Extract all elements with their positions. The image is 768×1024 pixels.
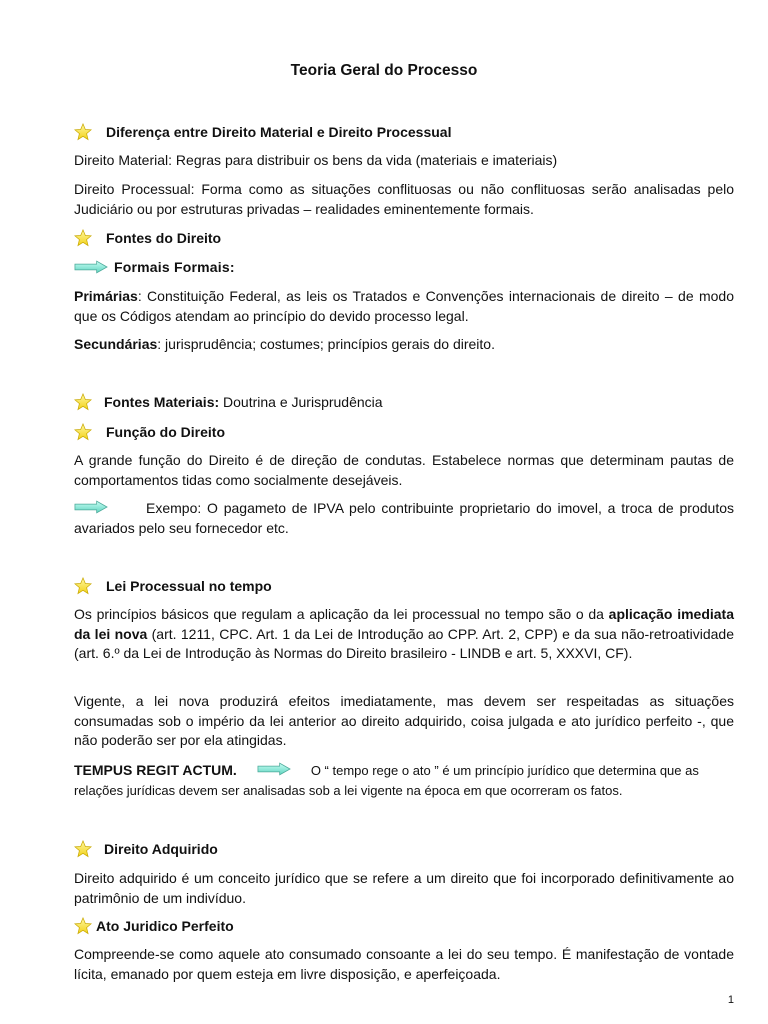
star-icon [74, 229, 92, 247]
section-heading-fontes: Fontes do Direito [74, 229, 221, 247]
arrow-right-icon [74, 500, 108, 514]
paragraph-direito-adquirido: Direito adquirido é um conceito jurídico que se refere a um direito que foi incorporado definitivamente ao patrimônio de um indivíduo. [74, 870, 734, 906]
paragraph-vigente: Vigente, a lei nova produzirá efeitos imediatamente, mas devem ser respeitadas as situações consumadas sob o império da lei anterior ao direito adquirido, coisa julgada e ato jurídico perfeito -, que não poderão ser por ela atingidas. [74, 693, 734, 748]
paragraph-secundarias: Secundárias: jurisprudência; costumes; princípios gerais do direito. [74, 336, 495, 352]
paragraph-ato-juridico: Compreende-se como aquele ato consumado consoante a lei do seu tempo. É manifestação de vontade lícita, emanado por quem esteja em livre disposição, e aperfeiçoada. [74, 946, 734, 982]
paragraph-principios: Os princípios básicos que regulam a aplicação da lei processual no tempo são o da aplicação imediata da lei nova (art. 1211, CPC. Art. 1 da Lei de Introdução ao CPP. Art. 2, CPP) e da sua não-retroatividade (art. 6.º da Lei de Introdução às Normas do Direito brasileiro - LINDB e art. 5, XXXVI, CF). [74, 606, 734, 661]
paragraph-primarias: Primárias: Constituição Federal, as leis os Tratados e Convenções internacionais de direito – de modo que os Códigos atendam ao princípio do devido processo legal. [74, 288, 734, 324]
star-icon [74, 393, 92, 411]
page-number: 1 [727, 994, 734, 1006]
star-icon [74, 840, 92, 858]
arrow-right-icon [74, 260, 108, 274]
star-icon [74, 123, 92, 141]
section-heading-funcao: Função do Direito [74, 423, 225, 441]
section-heading-fontes-materiais: Fontes Materiais: Doutrina e Jurisprudência [74, 393, 383, 411]
paragraph-exemplo: Exempo: O pagameto de IPVA pelo contribuinte proprietario do imovel, a troca de produtos avariados pelo seu fornecedor etc. [74, 500, 734, 536]
star-icon [74, 577, 92, 595]
paragraph-direito-material: Direito Material: Regras para distribuir os bens da vida (materiais e imateriais) [74, 152, 558, 168]
subheading-formais: Formais Formais: [74, 259, 235, 275]
section-heading-direito-adquirido: Direito Adquirido [74, 840, 218, 858]
section-heading-diferenca: Diferença entre Direito Material e Direito Processual [74, 123, 451, 141]
arrow-right-icon [257, 762, 291, 776]
paragraph-funcao: A grande função do Direito é de direção de condutas. Estabelece normas que determinam pautas de comportamentos tidas como socialmente desejáveis. [74, 452, 734, 488]
section-heading-lei-processual: Lei Processual no tempo [74, 577, 272, 595]
section-heading-ato-juridico: Ato Juridico Perfeito [74, 917, 234, 935]
star-icon [74, 917, 92, 935]
star-icon [74, 423, 92, 441]
document-title: Teoria Geral do Processo [290, 62, 478, 79]
paragraph-direito-processual: Direito Processual: Forma como as situações conflituosas ou não conflituosas serão analisadas pelo Judiciário ou por estruturas privadas – realidades eminentemente formais. [74, 181, 734, 217]
paragraph-tempus-regit: TEMPUS REGIT ACTUM. O “ tempo rege o ato ” é um princípio jurídico que determina que as relações jurídicas devem ser analisadas sob a lei vigente na época em que ocorreram os fatos. [74, 762, 699, 798]
